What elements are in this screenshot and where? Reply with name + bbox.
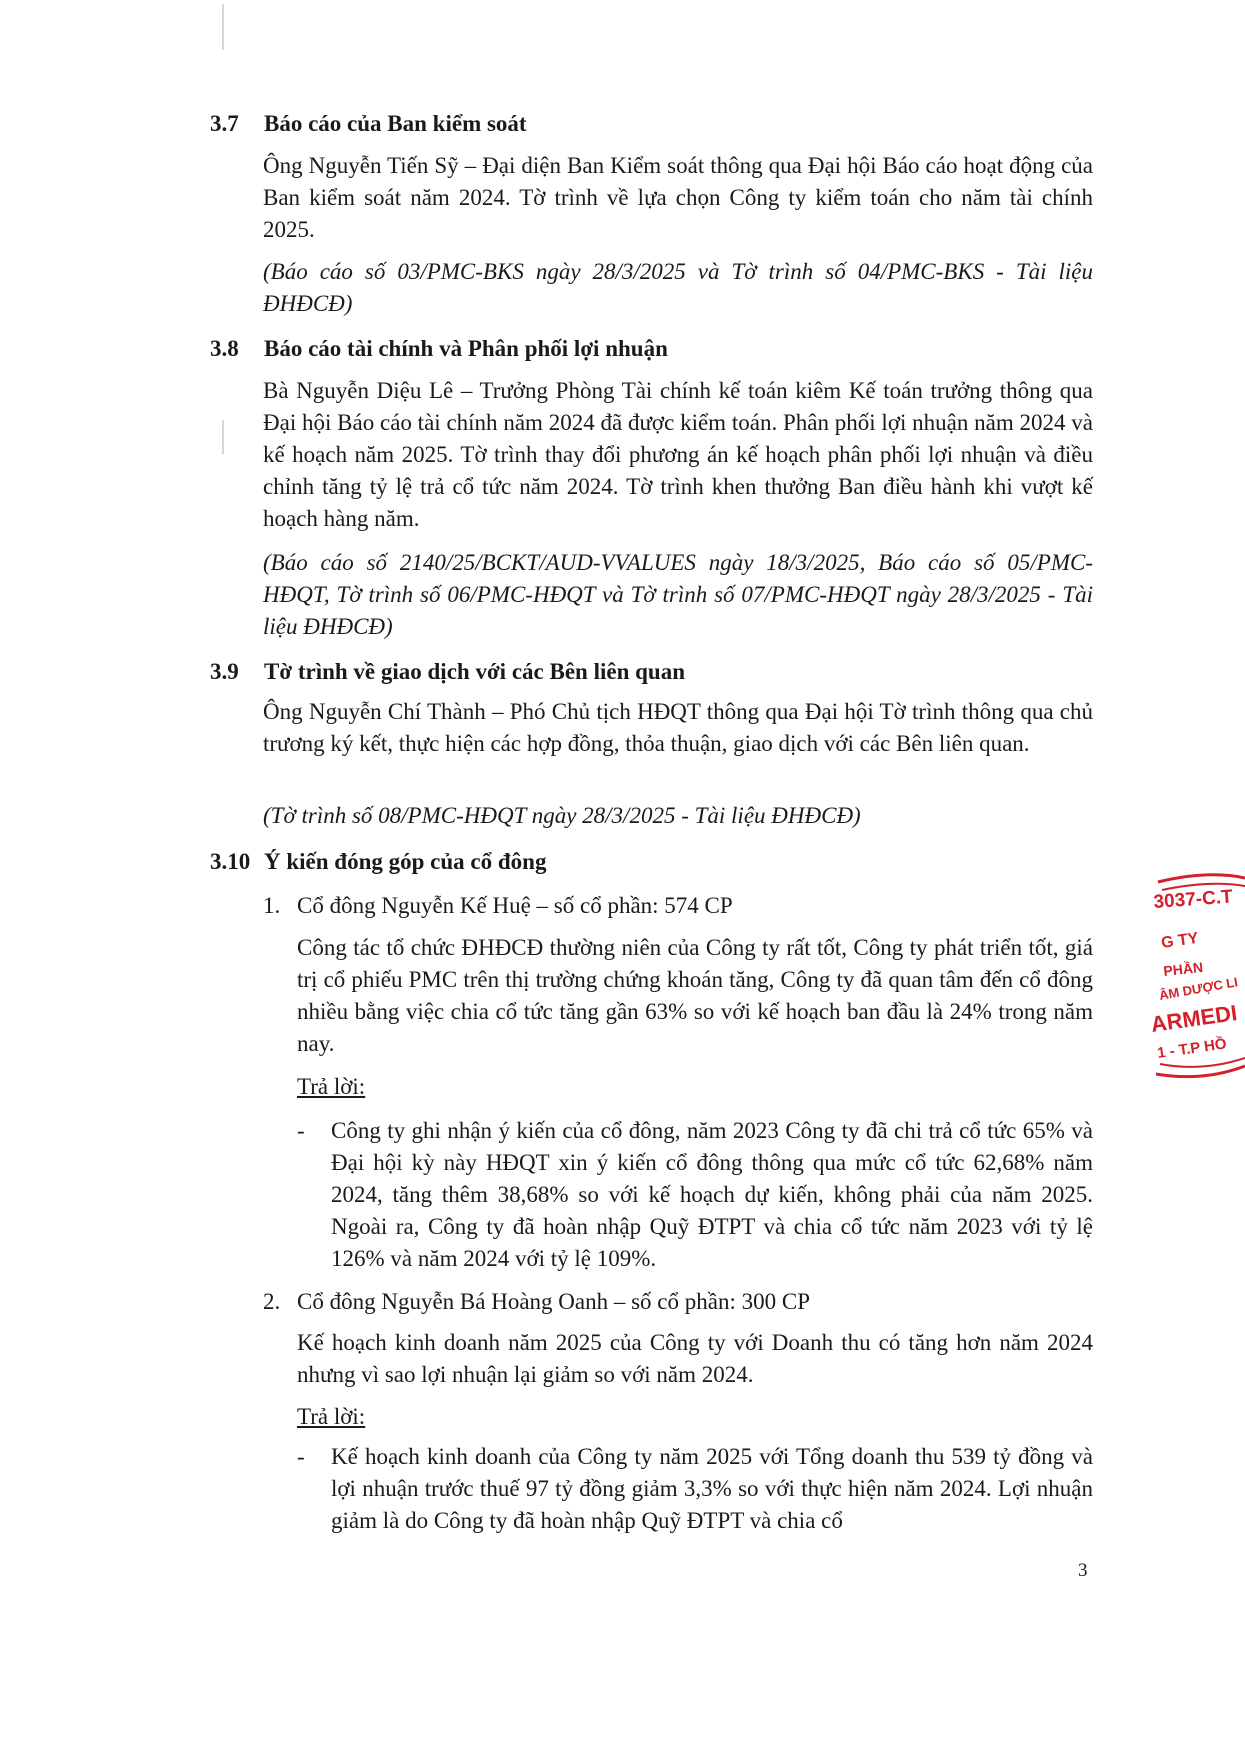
section-title: Tờ trình về giao dịch với các Bên liên quan <box>264 659 685 684</box>
section-heading-3-10 <box>210 846 1090 878</box>
shareholder-question: Công tác tổ chức ĐHĐCĐ thường niên của Công ty rất tốt, Công ty phát triển tốt, giá trị cổ phiếu PMC trên thị trường chứng khoán tăng, Công ty đã quan tâm đến cổ đông nhiều bằng việc chia cổ tức tăng gần 63% so với kế hoạch ban đầu là 24% trong năm nay. <box>297 935 1093 1056</box>
section-heading-3-8 <box>210 333 1090 365</box>
shareholder-item-title <box>263 1286 1093 1318</box>
section-title: Ý kiến đóng góp của cổ đông <box>264 849 547 874</box>
section-number: 3.10 <box>210 849 251 874</box>
shareholder-name: Cổ đông Nguyễn Kế Huệ – số cổ phần: 574 CP <box>297 893 733 918</box>
reply-answer: Kế hoạch kinh doanh của Công ty năm 2025 với Tổng doanh thu 539 tỷ đồng và lợi nhuận trước thuế 97 tỷ đồng giảm 3,3% so với thực hiện năm 2024. Lợi nhuận giảm là do Công ty đã hoàn nhập Quỹ ĐTPT và chia cổ <box>331 1444 1093 1533</box>
document-reference: (Báo cáo số 03/PMC-BKS ngày 28/3/2025 và Tờ trình số 04/PMC-BKS - Tài liệu ĐHĐCĐ) <box>263 259 1093 316</box>
shareholder-name: Cổ đông Nguyễn Bá Hoàng Oanh – số cổ phần: 300 CP <box>297 1289 810 1314</box>
scan-mark <box>222 4 224 50</box>
section-title: Báo cáo tài chính và Phân phối lợi nhuận <box>264 336 668 361</box>
section-title: Báo cáo của Ban kiểm soát <box>264 111 527 136</box>
list-number: 1. <box>263 893 281 918</box>
reply-label: Trả lời: <box>297 1404 366 1429</box>
svg-text:G TY: G TY <box>1160 929 1200 952</box>
list-number: 2. <box>263 1289 281 1314</box>
reply-bullet <box>297 1441 1093 1537</box>
svg-text:ARMEDI: ARMEDI <box>1149 1000 1239 1037</box>
document-reference: (Tờ trình số 08/PMC-HĐQT ngày 28/3/2025 - Tài liệu ĐHĐCĐ) <box>263 803 861 828</box>
page-number: 3 <box>1078 1560 1088 1581</box>
reply-answer: Công ty ghi nhận ý kiến của cổ đông, năm 2023 Công ty đã chi trả cổ tức 65% và Đại hội kỳ này HĐQT xin ý kiến cổ đông thông qua mức cổ tức 62,68% năm 2024, tăng thêm 38,68% so với kế hoạch dự kiến, không phải của năm 2025. Ngoài ra, Công ty đã hoàn nhập Quỹ ĐTPT và chia cổ tức năm 2023 với tỷ lệ 126% và năm 2024 với tỷ lệ 109%. <box>331 1118 1093 1271</box>
svg-text:1 - T.P HỒ: 1 - T.P HỒ <box>1156 1035 1228 1062</box>
section-number: 3.8 <box>210 336 239 361</box>
dash-marker: - <box>297 1118 305 1143</box>
company-seal <box>1148 868 1245 1088</box>
svg-text:3037-C.T: 3037-C.T <box>1152 886 1234 913</box>
section-body: Ông Nguyễn Chí Thành – Phó Chủ tịch HĐQT thông qua Đại hội Tờ trình thông qua chủ trương ký kết, thực hiện các hợp đồng, thỏa thuận, giao dịch với các Bên liên quan. <box>263 699 1093 756</box>
reply-bullet <box>297 1115 1093 1275</box>
dash-marker: - <box>297 1444 305 1469</box>
section-number: 3.7 <box>210 111 239 136</box>
reply-label: Trả lời: <box>297 1074 366 1099</box>
svg-text:ÂM DƯỢC LI: ÂM DƯỢC LI <box>1157 974 1239 1003</box>
section-body: Bà Nguyễn Diệu Lê – Trưởng Phòng Tài chính kế toán kiêm Kế toán trưởng thông qua Đại hội Báo cáo tài chính năm 2024 đã được kiểm toán. Phân phối lợi nhuận năm 2024 và kế hoạch năm 2025. Tờ trình thay đổi phương án kế hoạch phân phối lợi nhuận và điều chỉnh tăng tỷ lệ trả cổ tức năm 2024. Tờ trình khen thưởng Ban điều hành khi vượt kế hoạch hàng năm. <box>263 378 1093 531</box>
section-body: Ông Nguyễn Tiến Sỹ – Đại diện Ban Kiểm soát thông qua Đại hội Báo cáo hoạt động của Ban kiểm soát năm 2024. Tờ trình về lựa chọn Công ty kiểm toán cho năm tài chính 2025. <box>263 153 1093 242</box>
section-number: 3.9 <box>210 659 239 684</box>
svg-text:PHẦN: PHẦN <box>1162 958 1204 979</box>
section-heading-3-7 <box>210 108 1090 140</box>
shareholder-item-title <box>263 890 1093 922</box>
company-seal-graphic <box>1148 868 1245 1088</box>
shareholder-question: Kế hoạch kinh doanh năm 2025 của Công ty với Doanh thu có tăng hơn năm 2024 nhưng vì sao lợi nhuận lại giảm so với năm 2024. <box>297 1330 1093 1387</box>
document-reference: (Báo cáo số 2140/25/BCKT/AUD-VVALUES ngày 18/3/2025, Báo cáo số 05/PMC-HĐQT, Tờ trình số 06/PMC-HĐQT và Tờ trình số 07/PMC-HĐQT ngày 28/3/2025 - Tài liệu ĐHĐCĐ) <box>263 550 1093 639</box>
section-heading-3-9 <box>210 656 1090 688</box>
scan-mark <box>222 420 224 454</box>
